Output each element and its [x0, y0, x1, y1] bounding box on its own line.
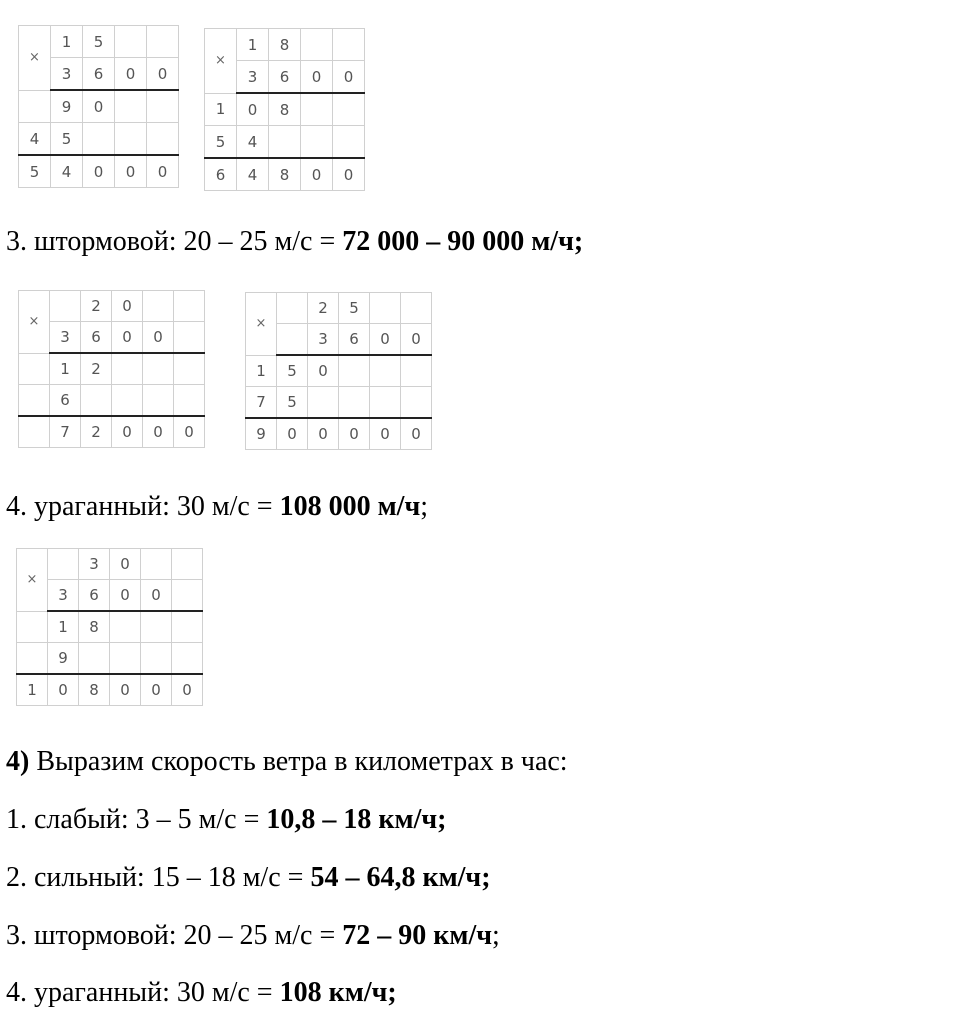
- text-line-hurricane-mh: [6, 490, 428, 524]
- text-bold: 108 000 м/ч: [279, 491, 421, 522]
- grid-cell: 8: [269, 93, 301, 126]
- text-bold: 72 – 90 км/ч: [342, 920, 493, 951]
- grid-cell: 0: [112, 416, 143, 448]
- grid-cell: 0: [115, 58, 147, 91]
- multiply-sign: ×: [19, 291, 50, 354]
- grid-cell: [333, 93, 365, 126]
- grid-cell: [17, 611, 48, 643]
- grid-cell: 0: [143, 322, 174, 354]
- grid-cell: 6: [269, 61, 301, 94]
- grid-cell: 0: [112, 291, 143, 322]
- multiplication-grid-20x3600: [18, 290, 205, 448]
- grid-cell: [174, 353, 205, 385]
- grid-cell: 0: [115, 155, 147, 188]
- grid-cell: [277, 324, 308, 356]
- grid-cell: [147, 123, 179, 156]
- multiplication-grid-30x3600: [16, 548, 203, 706]
- grid-cell: 0: [141, 580, 172, 612]
- grid-cell: 8: [79, 611, 110, 643]
- grid-cell: [110, 643, 141, 675]
- text-bold: 108 км/ч;: [279, 977, 397, 1008]
- grid-cell: 6: [205, 158, 237, 191]
- grid-cell: 4: [237, 126, 269, 159]
- text-bold: 10,8 – 18 км/ч;: [266, 804, 447, 835]
- grid-cell: [19, 416, 50, 448]
- grid-cell: 0: [401, 418, 432, 450]
- grid-cell: [141, 611, 172, 643]
- grid-cell: [370, 387, 401, 419]
- grid-cell: 6: [79, 580, 110, 612]
- grid-cell: 2: [308, 293, 339, 324]
- grid-cell: 1: [246, 355, 277, 387]
- grid-cell: 0: [110, 580, 141, 612]
- grid-cell: [174, 291, 205, 322]
- grid-cell: [112, 385, 143, 417]
- text-plain: 3. штормовой: 20 – 25 м/с =: [6, 920, 343, 951]
- text-plain: 4. ураганный: 30 м/с =: [6, 491, 280, 522]
- grid-cell: [19, 385, 50, 417]
- text-line-storm-mh: [6, 225, 583, 259]
- grid-cell: 8: [269, 158, 301, 191]
- grid-cell: 0: [48, 674, 79, 706]
- grid-cell: [172, 580, 203, 612]
- grid-cell: 0: [143, 416, 174, 448]
- grid-cell: [115, 90, 147, 123]
- text-plain: ;: [492, 920, 500, 951]
- grid-cell: [50, 291, 81, 322]
- grid-cell: 0: [147, 155, 179, 188]
- grid-cell: [339, 387, 370, 419]
- grid-cell: 8: [79, 674, 110, 706]
- multiplication-grid-18x3600: [204, 28, 365, 191]
- grid-cell: 0: [301, 61, 333, 94]
- grid-cell: 0: [147, 58, 179, 91]
- grid-cell: 3: [48, 580, 79, 612]
- grid-cell: [115, 26, 147, 58]
- text-line-hurricane-kmh: [6, 976, 397, 1010]
- grid-cell: 0: [237, 93, 269, 126]
- grid-cell: 0: [83, 90, 115, 123]
- multiplication-grid-25x3600: [245, 292, 432, 450]
- text-plain: 3. штормовой: 20 – 25 м/с =: [6, 226, 343, 257]
- grid-cell: 1: [17, 674, 48, 706]
- grid-cell: 3: [79, 549, 110, 580]
- grid-cell: 0: [174, 416, 205, 448]
- grid-cell: [172, 549, 203, 580]
- grid-cell: [370, 355, 401, 387]
- grid-cell: 8: [269, 29, 301, 61]
- multiply-sign: ×: [205, 29, 237, 94]
- grid-cell: 1: [205, 93, 237, 126]
- text-bold: 54 – 64,8 км/ч;: [310, 862, 491, 893]
- grid-cell: [147, 90, 179, 123]
- grid-cell: [143, 353, 174, 385]
- grid-cell: 0: [83, 155, 115, 188]
- grid-cell: 6: [81, 322, 112, 354]
- text-plain: 2. сильный: 15 – 18 м/с =: [6, 862, 311, 893]
- grid-cell: [19, 90, 51, 123]
- grid-cell: 2: [81, 291, 112, 322]
- grid-cell: 3: [51, 58, 83, 91]
- text-plain: 1. слабый: 3 – 5 м/с =: [6, 804, 267, 835]
- grid-cell: 0: [339, 418, 370, 450]
- grid-cell: [141, 549, 172, 580]
- grid-cell: [143, 291, 174, 322]
- grid-cell: [301, 126, 333, 159]
- grid-cell: 0: [333, 158, 365, 191]
- text-line-heading-kmh: [6, 745, 568, 779]
- grid-cell: 1: [51, 26, 83, 58]
- grid-cell: 5: [19, 155, 51, 188]
- grid-cell: 9: [246, 418, 277, 450]
- grid-cell: [79, 643, 110, 675]
- grid-cell: 5: [277, 355, 308, 387]
- grid-cell: 1: [50, 353, 81, 385]
- grid-cell: 7: [50, 416, 81, 448]
- grid-cell: 5: [83, 26, 115, 58]
- grid-cell: [141, 643, 172, 675]
- grid-cell: [143, 385, 174, 417]
- grid-cell: [174, 322, 205, 354]
- grid-cell: 3: [237, 61, 269, 94]
- grid-cell: 0: [308, 418, 339, 450]
- text-plain: ;: [420, 491, 429, 522]
- multiply-sign: ×: [19, 26, 51, 91]
- grid-cell: 0: [401, 324, 432, 356]
- grid-cell: 0: [277, 418, 308, 450]
- grid-cell: 0: [301, 158, 333, 191]
- text-bold: 72 000 – 90 000 м/ч;: [342, 226, 584, 257]
- grid-cell: [339, 355, 370, 387]
- grid-cell: 1: [48, 611, 79, 643]
- grid-cell: [277, 293, 308, 324]
- grid-cell: 6: [50, 385, 81, 417]
- grid-cell: 0: [110, 674, 141, 706]
- grid-cell: [333, 126, 365, 159]
- grid-cell: [370, 293, 401, 324]
- grid-cell: 9: [51, 90, 83, 123]
- grid-cell: [401, 355, 432, 387]
- grid-cell: [115, 123, 147, 156]
- grid-cell: [81, 385, 112, 417]
- grid-cell: 2: [81, 353, 112, 385]
- grid-cell: [333, 29, 365, 61]
- grid-cell: [308, 387, 339, 419]
- grid-cell: 7: [246, 387, 277, 419]
- grid-cell: [19, 353, 50, 385]
- grid-cell: [401, 293, 432, 324]
- grid-cell: 0: [370, 418, 401, 450]
- grid-cell: 9: [48, 643, 79, 675]
- grid-cell: [172, 611, 203, 643]
- grid-cell: 0: [110, 549, 141, 580]
- grid-cell: 6: [339, 324, 370, 356]
- grid-cell: 0: [308, 355, 339, 387]
- grid-cell: 5: [339, 293, 370, 324]
- grid-cell: 4: [51, 155, 83, 188]
- grid-cell: 5: [205, 126, 237, 159]
- grid-cell: 4: [19, 123, 51, 156]
- grid-cell: [301, 93, 333, 126]
- grid-cell: 5: [51, 123, 83, 156]
- text-line-weak-kmh: [6, 803, 446, 837]
- grid-cell: [269, 126, 301, 159]
- text-line-storm-kmh: [6, 919, 500, 953]
- grid-cell: 1: [237, 29, 269, 61]
- grid-cell: [83, 123, 115, 156]
- text-bold: 4): [6, 746, 30, 777]
- grid-cell: 0: [112, 322, 143, 354]
- grid-cell: [112, 353, 143, 385]
- grid-cell: [48, 549, 79, 580]
- grid-cell: 0: [370, 324, 401, 356]
- text-plain: Выразим скорость ветра в километрах в час:: [29, 746, 568, 777]
- grid-cell: 5: [277, 387, 308, 419]
- grid-cell: [147, 26, 179, 58]
- grid-cell: 3: [308, 324, 339, 356]
- grid-cell: 0: [333, 61, 365, 94]
- grid-cell: [401, 387, 432, 419]
- text-line-strong-kmh: [6, 861, 491, 895]
- grid-cell: [174, 385, 205, 417]
- grid-cell: 0: [172, 674, 203, 706]
- text-plain: 4. ураганный: 30 м/с =: [6, 977, 280, 1008]
- multiplication-grid-15x3600: [18, 25, 179, 188]
- multiply-sign: ×: [246, 293, 277, 356]
- grid-cell: [172, 643, 203, 675]
- multiply-sign: ×: [17, 549, 48, 612]
- grid-cell: [17, 643, 48, 675]
- grid-cell: [110, 611, 141, 643]
- grid-cell: 0: [141, 674, 172, 706]
- grid-cell: 4: [237, 158, 269, 191]
- grid-cell: 2: [81, 416, 112, 448]
- grid-cell: 6: [83, 58, 115, 91]
- grid-cell: [301, 29, 333, 61]
- grid-cell: 3: [50, 322, 81, 354]
